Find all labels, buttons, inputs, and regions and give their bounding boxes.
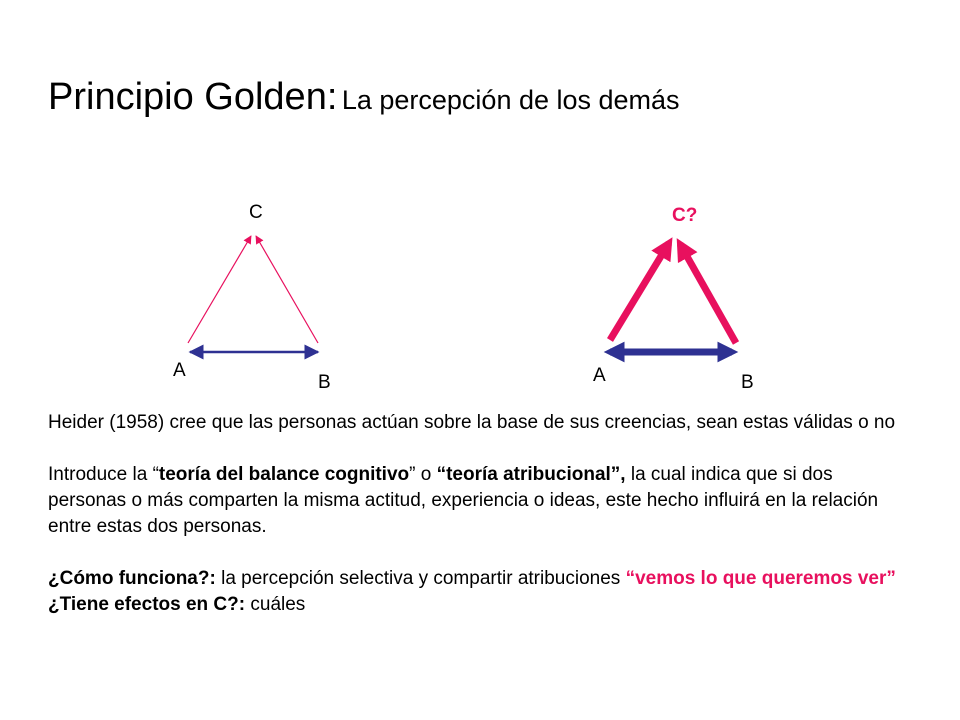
title-main: Principio Golden: [48,76,338,118]
right-arrow-b-to-c [680,244,736,343]
left-triangle [188,236,318,352]
left-label-b: B [318,372,331,393]
p2-balance-term: teoría del balance cognitivo [158,464,410,485]
left-arrow-a-to-c [188,236,251,343]
p2-attribution-term: “teoría atribucional”, [436,464,626,485]
right-label-c: C? [672,205,698,226]
left-label-a: A [173,360,186,381]
right-label-b: B [741,372,754,393]
p4-question: ¿Tiene efectos en C?: [48,594,246,615]
p2-text-5: la cual indica que si dos personas o más comparten la misma actitud, experiencia o ideas, este hecho influirá en la relación entre estas dos personas. [48,464,879,537]
p3-text: la percepción selectiva y compartir atribuciones [215,568,626,589]
left-label-c: C [249,202,263,223]
p3-question: ¿Cómo funciona?: [48,568,216,589]
p3-quote: “vemos lo que queremos ver” [625,568,896,589]
right-label-a: A [593,365,606,386]
title-subtitle: La percepción de los demás [341,85,680,115]
paragraph-how-it-works [48,566,908,592]
paragraph-effects [48,592,908,618]
p2-text-3: ” o [409,464,437,485]
left-arrow-b-to-c [256,236,318,343]
p4-text: cuáles [245,594,306,615]
right-arrow-a-to-c [610,243,669,340]
right-triangle [610,243,736,352]
body-text [48,410,908,618]
p2-text-1: Introduce la “ [48,464,159,485]
paragraph-heider: Heider (1958) cree que las personas actúan sobre la base de sus creencias, sean estas válidas o no [48,412,896,433]
paragraph-balance-theory [48,462,908,540]
